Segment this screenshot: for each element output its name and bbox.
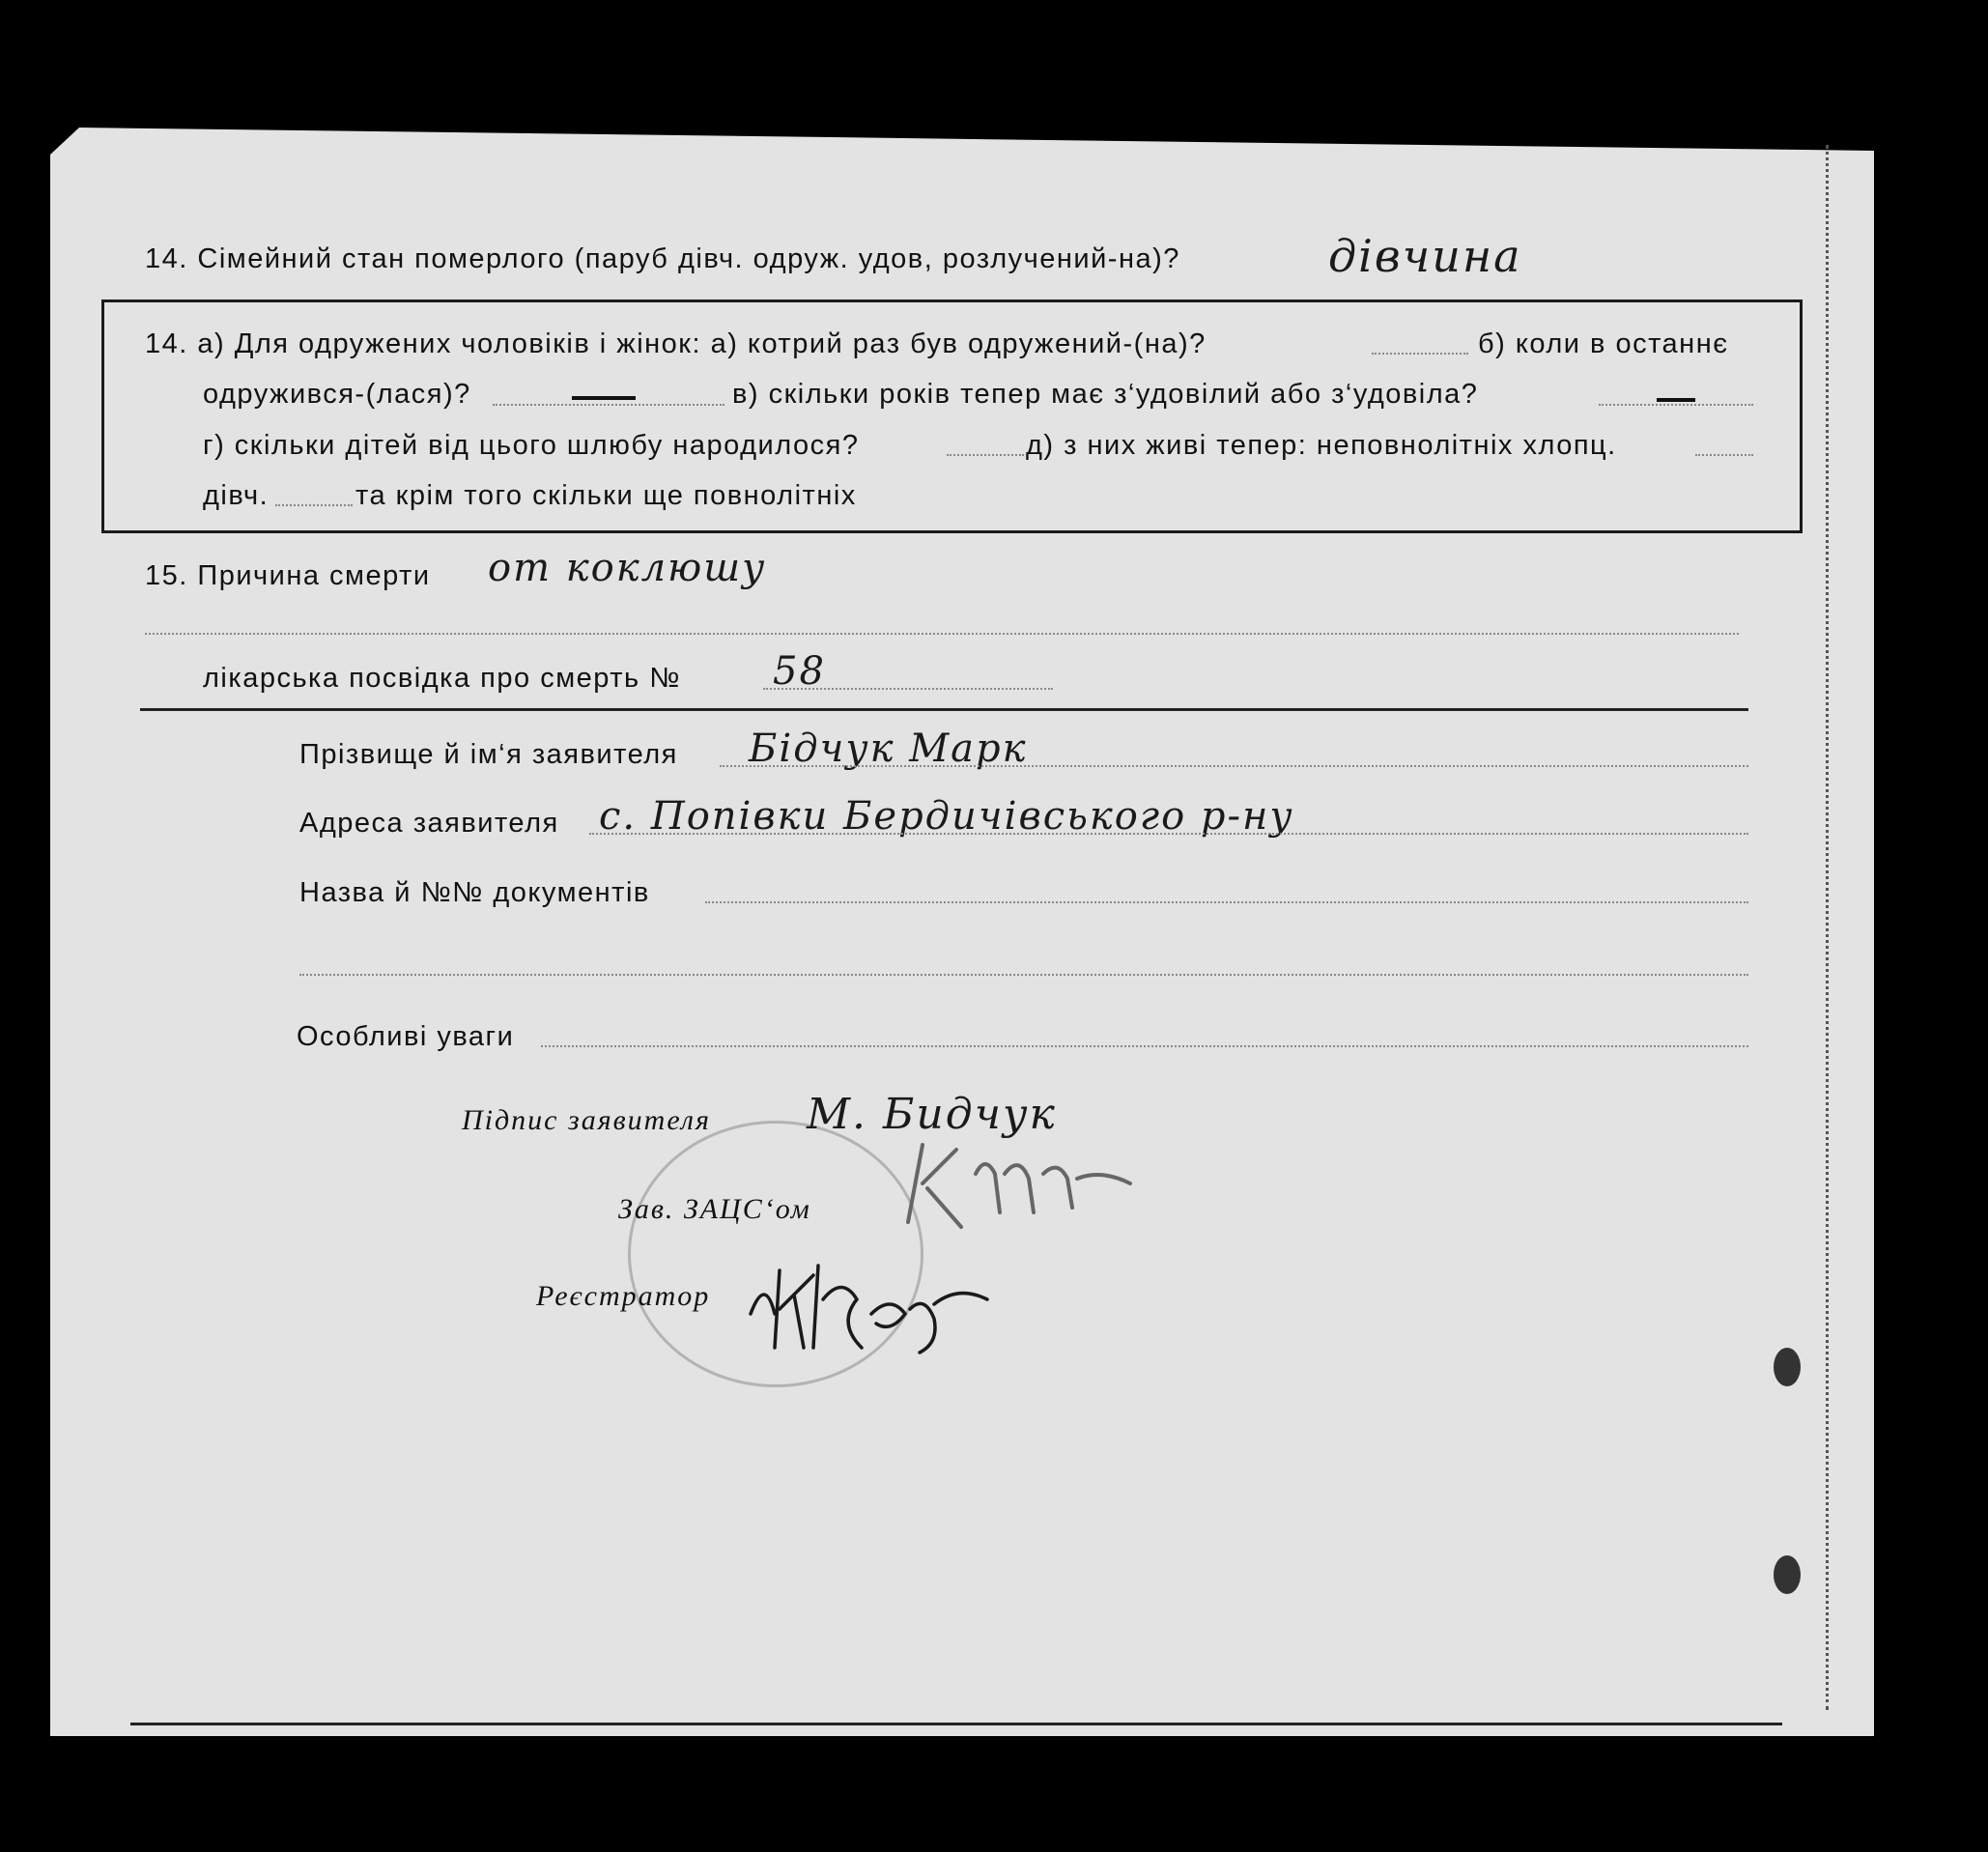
q14a-line1-suffix: б) коли в останнє xyxy=(1478,328,1729,359)
perforation-line xyxy=(1826,145,1834,1710)
dotted-field xyxy=(947,454,1024,456)
registrar-signature xyxy=(746,1256,1016,1362)
dotted-field xyxy=(589,833,1748,835)
dotted-field xyxy=(541,1045,1748,1047)
q14a-line3: г) скільки дітей від цього шлюбу народилося? xyxy=(203,430,860,461)
applicant-address-value: с. Попівки Бердичівського р-ну xyxy=(599,794,1294,839)
head-signature xyxy=(889,1135,1179,1241)
dotted-field xyxy=(763,688,1053,690)
head-label: Зав. ЗАЦС‘ом xyxy=(618,1193,811,1225)
registrar-label: Реєстратор xyxy=(536,1280,711,1312)
applicant-signature-label: Підпис заявителя xyxy=(462,1104,711,1136)
q14a-line2-mid: в) скільки років тепер має з‘удовілий або з‘удовіла? xyxy=(732,379,1479,410)
dotted-field xyxy=(1695,454,1753,456)
dotted-field xyxy=(720,765,1748,767)
q14a-line1: 14. а) Для одружених чоловіків і жінок: а) котрий раз був одружений-(на)? xyxy=(145,328,1207,359)
handwritten-dash xyxy=(572,396,636,400)
bottom-border xyxy=(130,1723,1782,1725)
q14a-line2: одружився-(лася)? xyxy=(203,379,471,410)
dotted-field xyxy=(1599,404,1753,406)
applicant-signature: М. Бидчук xyxy=(807,1090,1057,1139)
certificate-number: 58 xyxy=(773,649,826,694)
punch-hole xyxy=(1774,1555,1801,1594)
remarks-label: Особливі уваги xyxy=(297,1021,515,1052)
section-divider xyxy=(140,708,1748,711)
applicant-address-label: Адреса заявителя xyxy=(299,808,559,839)
dotted-field xyxy=(1372,353,1468,355)
q14a-line3-mid: д) з них живі тепер: неповнолітніх хлопц. xyxy=(1026,430,1617,461)
q14a-line4: дівч. xyxy=(203,480,270,511)
punch-hole xyxy=(1774,1348,1801,1386)
documents-label: Назва й №№ документів xyxy=(299,877,650,908)
handwritten-dash xyxy=(1657,398,1695,402)
applicant-name-label: Прізвище й ім‘я заявителя xyxy=(299,739,678,770)
dotted-field xyxy=(145,633,1739,635)
applicant-name-value: Бідчук Марк xyxy=(749,727,1028,771)
certificate-label: лікарська посвідка про смерть № xyxy=(203,663,681,694)
q14-label: 14. Сімейний стан померлого (паруб дівч. одруж. удов, розлучений-на)? xyxy=(145,243,1180,274)
q15-label: 15. Причина смерти xyxy=(145,560,431,591)
dotted-field xyxy=(493,404,724,406)
q14a-line4-mid: та крім того скільки ще повнолітніх xyxy=(355,480,857,511)
q14-answer: дівчина xyxy=(1328,230,1522,282)
dotted-field xyxy=(299,974,1748,976)
dotted-field xyxy=(275,504,353,506)
dotted-field xyxy=(705,901,1748,903)
q15-answer: от коклюшу xyxy=(488,546,767,590)
